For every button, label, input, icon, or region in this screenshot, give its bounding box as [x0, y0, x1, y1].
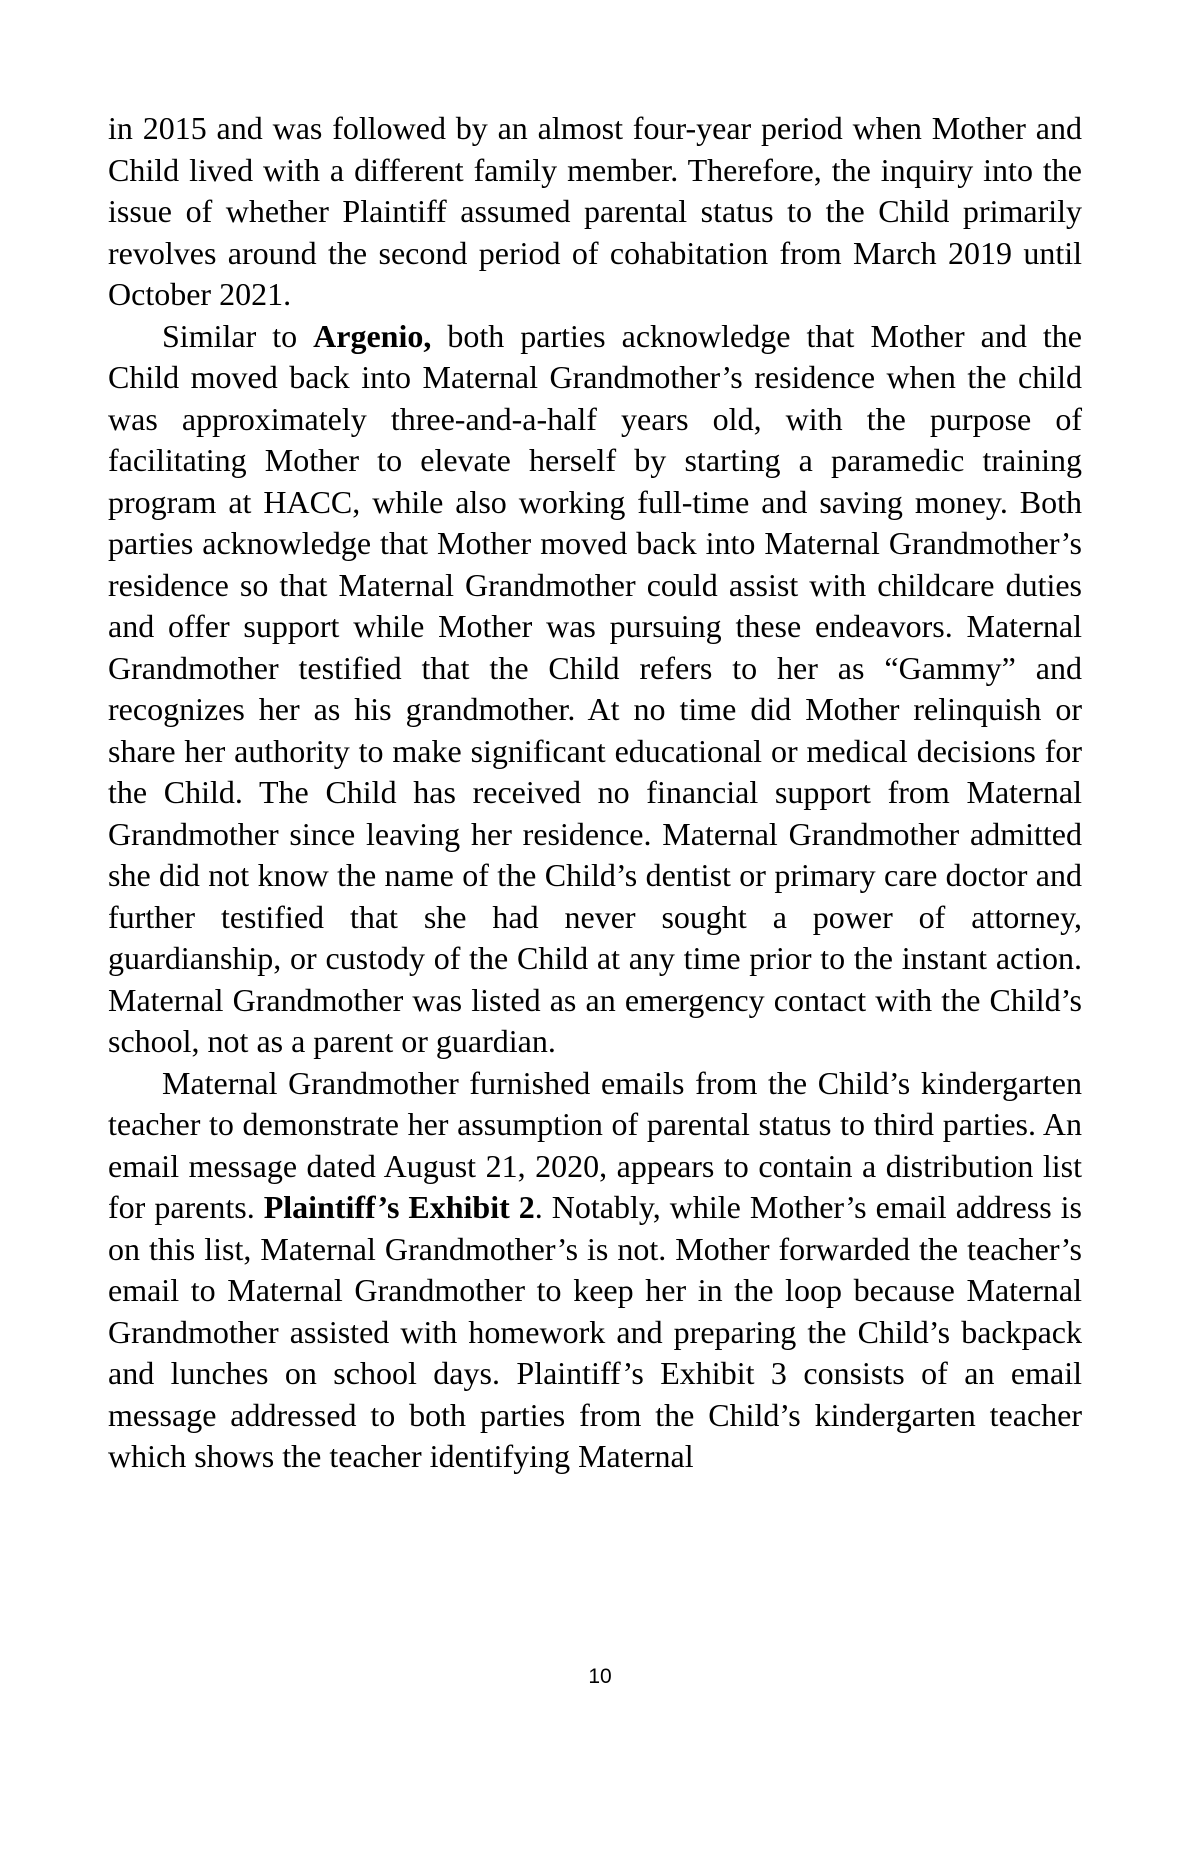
paragraph-2-text-start: Similar to [162, 317, 314, 354]
body-text [108, 108, 1082, 1478]
paragraph-3-text-start: Maternal Grandmother furnished emails from the Child’s kindergarten teacher to demonstrate her assumption of parental status to third parties. An email message dated August 21, 2020, appears to contain a distribution list for parents. [108, 1064, 1082, 1225]
paragraph-3-text-rest: . Notably, while Mother’s email address is on this list, Maternal Grandmother’s is not. Mother forwarded the teacher’s email to Maternal Grandmother to keep her in the loop because Maternal Grandmother assisted with homework and preparing the Child’s backpack and lunches on school days. Plaintiff’s Exhibit 3 consists of an email message addressed to both parties from the Child’s kindergarten teacher which shows the teacher identifying Maternal [108, 1189, 1082, 1474]
exhibit-citation: Plaintiff’s Exhibit 2 [263, 1189, 535, 1225]
paragraph-1-text: in 2015 and was followed by an almost four-year period when Mother and Child lived with a different family member. Therefore, the inquiry into the issue of whether Plaintiff assumed parental status to the Child primarily revolves around the second period of cohabitation from March 2019 until October 2021. [108, 110, 1082, 312]
paragraph-2 [108, 316, 1082, 1063]
paragraph-3 [108, 1063, 1082, 1478]
case-citation-argenio: Argenio, [313, 317, 432, 354]
paragraph-2-text-rest: both parties acknowledge that Mother and the Child moved back into Maternal Grandmother’s residence when the child was approximately three-and-a-half years old, with the purpose of facilitating Mother to elevate herself by starting a paramedic training program at HACC, while also working full-time and saving money. Both parties acknowledge that Mother moved back into Maternal Grandmother’s residence so that Maternal Grandmother could assist with childcare duties and offer support while Mother was pursuing these endeavors. Maternal Grandmother testified that the Child refers to her as “Gammy” and recognizes her as his grandmother. At no time did Mother relinquish or share her authority to make significant educational or medical decisions for the Child. The Child has received no financial support from Maternal Grandmother since leaving her residence. Maternal Grandmother admitted she did not know the name of the Child’s dentist or primary care doctor and further testified that she had never sought a power of attorney, guardianship, or custody of the Child at any time prior to the instant action. Maternal Grandmother was listed as an emergency contact with the Child’s school, not as a parent or guardian. [108, 317, 1083, 1059]
paragraph-1 [108, 108, 1082, 316]
page-number: 10 [588, 1665, 612, 1688]
